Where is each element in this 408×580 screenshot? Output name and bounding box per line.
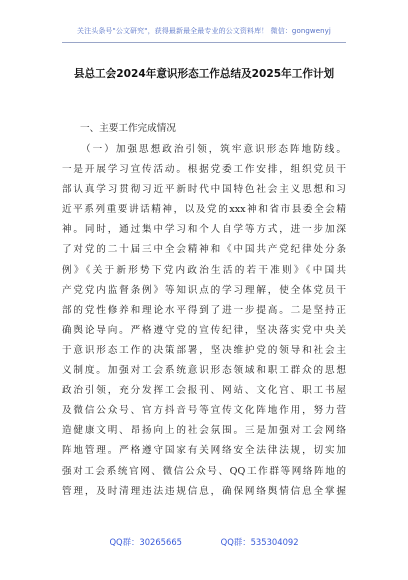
body-line: 一是开展学习宣传活动。根据党委工作安排，组织党员干: [62, 164, 346, 176]
body-line: 产党党内监督条例》等知识点的学习理解，使全体党员干: [62, 284, 346, 296]
body-line: 义制度。加强对工会系统意识形态领域和职工群众的思想: [62, 365, 346, 377]
body-line: 确舆论导向。严格遵守党的宣传纪律，坚决落实党中央关: [62, 324, 346, 336]
body-line: 及微信公众号、官方抖音号等宣传文化阵地作用，努力营: [62, 405, 346, 417]
body-line: 强对工会系统官网、微信公众号、QQ工作群等网络阵地的: [62, 465, 346, 477]
footer-contact: [0, 536, 408, 548]
document-title: 县总工会2024年意识形态工作总结及2025年工作计划: [73, 68, 335, 80]
body-line: 造健康文明、昂扬向上的社会氛围。三是加强对工会网络: [62, 425, 346, 437]
body-line: 管理，及时清理违法违规信息，确保网络舆情信息全掌握: [62, 485, 346, 497]
body-line: 政治引领，充分发挥工会报刊、网站、文化宫、职工书屋: [62, 385, 346, 397]
footer-qq-group-2[interactable]: QQ群：535304092: [220, 537, 299, 547]
body-line: 于意识形态工作的决策部署，坚决维护党的领导和社会主: [62, 344, 346, 356]
header-promo-note: 关注头条号"公文研究"，获得最新最全最专业的公文资料库！ 微信：gongwenyj: [77, 27, 331, 35]
body-paragraph: [62, 140, 346, 502]
body-line: 近平系列重要讲话精神，以及党的xxx神和省市县委全会精: [62, 204, 346, 216]
body-line: （一）加强思想政治引领，筑牢意识形态阵地防线。: [81, 144, 346, 155]
body-line: 部的党性修养和理论水平得到了进一步提高。二是坚持正: [62, 304, 346, 316]
footer-qq-group-1[interactable]: QQ群：30265665: [109, 537, 182, 547]
section-heading: 一、主要工作完成情况: [80, 123, 176, 134]
header-divider: [62, 42, 346, 43]
body-line: 阵地管理。严格遵守国家有关网络安全法律法规，切实加: [62, 445, 346, 457]
body-line: 例》《关于新形势下党内政治生活的若干准则》《中国共: [62, 264, 346, 276]
body-line: 了对党的二十届三中全会精神和《中国共产党纪律处分条: [62, 244, 346, 256]
body-line: 部认真学习贯彻习近平新时代中国特色社会主义思想和习: [62, 184, 346, 196]
body-line: 神。同时，通过集中学习和个人自学等方式，进一步加深: [62, 224, 346, 236]
